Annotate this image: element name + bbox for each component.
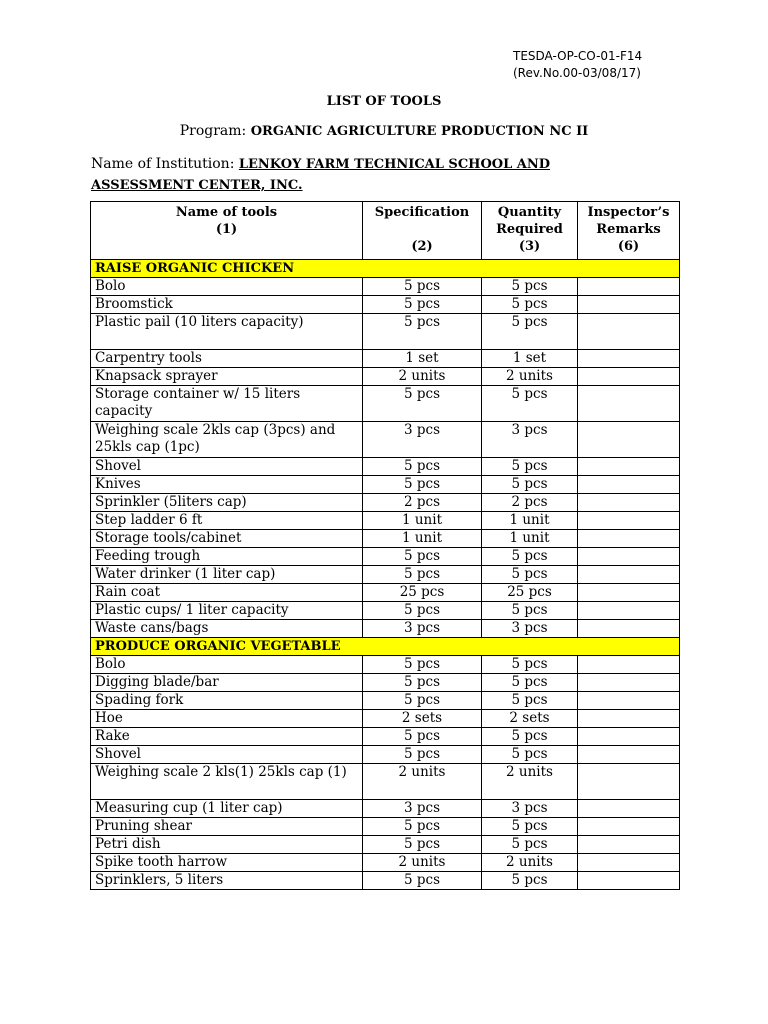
- table-row: [91, 584, 680, 602]
- tool-spec: 5 pcs: [363, 818, 482, 836]
- program-value: ORGANIC AGRICULTURE PRODUCTION NC II: [250, 124, 589, 139]
- tool-name: Weighing scale 2kls cap (3pcs) and 25kls cap (1pc): [91, 422, 363, 458]
- table-row: [91, 818, 680, 836]
- tool-name: Plastic pail (10 liters capacity): [91, 314, 363, 350]
- tool-qty: 5 pcs: [482, 548, 578, 566]
- tool-qty: 5 pcs: [482, 602, 578, 620]
- tool-name: Digging blade/bar: [91, 674, 363, 692]
- tool-spec: 1 set: [363, 350, 482, 368]
- tool-qty: 5 pcs: [482, 728, 578, 746]
- tool-spec: 1 unit: [363, 512, 482, 530]
- tool-remarks: [578, 818, 680, 836]
- table-row: [91, 800, 680, 818]
- tool-qty: 5 pcs: [482, 296, 578, 314]
- tool-qty: 5 pcs: [482, 314, 578, 350]
- table-row: [91, 710, 680, 728]
- tool-qty: 5 pcs: [482, 836, 578, 854]
- tool-remarks: [578, 314, 680, 350]
- document-title: LIST OF TOOLS: [326, 94, 442, 109]
- tool-name: Bolo: [91, 656, 363, 674]
- tool-name: Carpentry tools: [91, 350, 363, 368]
- table-row: [91, 350, 680, 368]
- tool-name: Pruning shear: [91, 818, 363, 836]
- table-row: [91, 278, 680, 296]
- tool-qty: 5 pcs: [482, 818, 578, 836]
- table-row: [91, 656, 680, 674]
- tool-name: Weighing scale 2 kls(1) 25kls cap (1): [91, 764, 363, 800]
- tool-name: Knives: [91, 476, 363, 494]
- section-title: RAISE ORGANIC CHICKEN: [91, 260, 680, 278]
- tool-qty: 3 pcs: [482, 620, 578, 638]
- tool-name: Storage container w/ 15 liters capacity: [91, 386, 363, 422]
- table-row: [91, 548, 680, 566]
- table-row: [91, 692, 680, 710]
- tool-name: Spike tooth harrow: [91, 854, 363, 872]
- table-row: [91, 872, 680, 890]
- tool-remarks: [578, 548, 680, 566]
- tool-qty: 5 pcs: [482, 566, 578, 584]
- form-revision: (Rev.No.00-03/08/17): [513, 66, 641, 80]
- tool-spec: 5 pcs: [363, 746, 482, 764]
- tool-qty: 5 pcs: [482, 386, 578, 422]
- tool-name: Waste cans/bags: [91, 620, 363, 638]
- table-header-row: [91, 202, 680, 260]
- tool-qty: 2 pcs: [482, 494, 578, 512]
- tool-remarks: [578, 566, 680, 584]
- tool-remarks: [578, 692, 680, 710]
- tool-spec: 5 pcs: [363, 386, 482, 422]
- institution-line: [91, 154, 651, 196]
- tool-remarks: [578, 278, 680, 296]
- tool-remarks: [578, 656, 680, 674]
- header-spec: Specification (2): [363, 202, 482, 260]
- tool-spec: 5 pcs: [363, 692, 482, 710]
- tool-spec: 3 pcs: [363, 422, 482, 458]
- header-qty: Quantity Required (3): [482, 202, 578, 260]
- tool-spec: 2 pcs: [363, 494, 482, 512]
- tool-name: Shovel: [91, 458, 363, 476]
- header-name: Name of tools (1): [91, 202, 363, 260]
- table-row: [91, 296, 680, 314]
- tool-spec: 5 pcs: [363, 296, 482, 314]
- tool-spec: 5 pcs: [363, 278, 482, 296]
- tool-remarks: [578, 584, 680, 602]
- tool-spec: 1 unit: [363, 530, 482, 548]
- tool-qty: 5 pcs: [482, 458, 578, 476]
- tool-name: Feeding trough: [91, 548, 363, 566]
- tool-remarks: [578, 836, 680, 854]
- tool-spec: 5 pcs: [363, 836, 482, 854]
- tool-qty: 5 pcs: [482, 872, 578, 890]
- section-title: PRODUCE ORGANIC VEGETABLE: [91, 638, 680, 656]
- table-row: [91, 530, 680, 548]
- tool-name: Hoe: [91, 710, 363, 728]
- tool-remarks: [578, 296, 680, 314]
- form-code: TESDA-OP-CO-01-F14: [513, 49, 643, 63]
- tool-remarks: [578, 422, 680, 458]
- tool-name: Measuring cup (1 liter cap): [91, 800, 363, 818]
- tool-qty: 1 set: [482, 350, 578, 368]
- tool-name: Petri dish: [91, 836, 363, 854]
- tool-remarks: [578, 854, 680, 872]
- tools-table: [90, 201, 680, 890]
- tool-spec: 5 pcs: [363, 674, 482, 692]
- tool-qty: 5 pcs: [482, 656, 578, 674]
- tool-remarks: [578, 620, 680, 638]
- table-row: [91, 674, 680, 692]
- tool-remarks: [578, 512, 680, 530]
- tool-remarks: [578, 710, 680, 728]
- tool-remarks: [578, 350, 680, 368]
- tool-name: Rake: [91, 728, 363, 746]
- tool-qty: 2 units: [482, 764, 578, 800]
- tool-qty: 5 pcs: [482, 674, 578, 692]
- tool-spec: 5 pcs: [363, 566, 482, 584]
- table-row: [91, 854, 680, 872]
- tool-remarks: [578, 494, 680, 512]
- tool-name: Step ladder 6 ft: [91, 512, 363, 530]
- tool-qty: 5 pcs: [482, 278, 578, 296]
- tool-name: Sprinkler (5liters cap): [91, 494, 363, 512]
- table-body: [91, 260, 680, 890]
- tool-name: Rain coat: [91, 584, 363, 602]
- tool-spec: 2 units: [363, 368, 482, 386]
- table-row: [91, 368, 680, 386]
- tool-name: Bolo: [91, 278, 363, 296]
- tool-name: Sprinklers, 5 liters: [91, 872, 363, 890]
- tool-qty: 3 pcs: [482, 422, 578, 458]
- table-row: [91, 566, 680, 584]
- tool-name: Knapsack sprayer: [91, 368, 363, 386]
- tool-qty: 3 pcs: [482, 800, 578, 818]
- tool-remarks: [578, 386, 680, 422]
- table-row: [91, 764, 680, 800]
- tool-spec: 2 units: [363, 854, 482, 872]
- section-row: [91, 260, 680, 278]
- tool-remarks: [578, 458, 680, 476]
- tool-qty: 5 pcs: [482, 476, 578, 494]
- tool-qty: 2 units: [482, 368, 578, 386]
- table-row: [91, 386, 680, 422]
- tool-remarks: [578, 746, 680, 764]
- tool-spec: 3 pcs: [363, 800, 482, 818]
- tool-remarks: [578, 728, 680, 746]
- table-row: [91, 314, 680, 350]
- tool-remarks: [578, 368, 680, 386]
- header-remarks: Inspector’s Remarks (6): [578, 202, 680, 260]
- table-row: [91, 746, 680, 764]
- tool-remarks: [578, 530, 680, 548]
- tool-qty: 2 sets: [482, 710, 578, 728]
- tool-qty: 1 unit: [482, 530, 578, 548]
- tool-qty: 5 pcs: [482, 692, 578, 710]
- tool-name: Plastic cups/ 1 liter capacity: [91, 602, 363, 620]
- tool-qty: 1 unit: [482, 512, 578, 530]
- tool-spec: 5 pcs: [363, 656, 482, 674]
- table-row: [91, 494, 680, 512]
- tool-spec: 5 pcs: [363, 548, 482, 566]
- tool-spec: 5 pcs: [363, 458, 482, 476]
- form-code-block: [513, 48, 642, 82]
- tool-spec: 5 pcs: [363, 476, 482, 494]
- tool-spec: 5 pcs: [363, 728, 482, 746]
- tool-remarks: [578, 764, 680, 800]
- tool-remarks: [578, 674, 680, 692]
- tool-name: Storage tools/cabinet: [91, 530, 363, 548]
- tool-name: Spading fork: [91, 692, 363, 710]
- institution-value: LENKOY FARM TECHNICAL SCHOOL AND ASSESSMENT CENTER, INC.: [91, 157, 551, 193]
- tool-name: Shovel: [91, 746, 363, 764]
- tool-spec: 5 pcs: [363, 314, 482, 350]
- tool-qty: 25 pcs: [482, 584, 578, 602]
- section-row: [91, 638, 680, 656]
- program-label: Program:: [179, 123, 247, 139]
- tool-spec: 2 units: [363, 764, 482, 800]
- tool-spec: 5 pcs: [363, 872, 482, 890]
- table-row: [91, 458, 680, 476]
- tool-remarks: [578, 872, 680, 890]
- tool-remarks: [578, 602, 680, 620]
- table-row: [91, 620, 680, 638]
- tool-spec: 3 pcs: [363, 620, 482, 638]
- program-line: [0, 123, 768, 139]
- tool-remarks: [578, 476, 680, 494]
- tool-spec: 2 sets: [363, 710, 482, 728]
- table-row: [91, 476, 680, 494]
- table-row: [91, 512, 680, 530]
- institution-label: Name of Institution:: [91, 156, 235, 172]
- table-row: [91, 602, 680, 620]
- tool-qty: 2 units: [482, 854, 578, 872]
- tool-remarks: [578, 800, 680, 818]
- table-row: [91, 728, 680, 746]
- table-row: [91, 836, 680, 854]
- table-row: [91, 422, 680, 458]
- tool-name: Broomstick: [91, 296, 363, 314]
- tool-spec: 25 pcs: [363, 584, 482, 602]
- tool-spec: 5 pcs: [363, 602, 482, 620]
- tool-name: Water drinker (1 liter cap): [91, 566, 363, 584]
- tool-qty: 5 pcs: [482, 746, 578, 764]
